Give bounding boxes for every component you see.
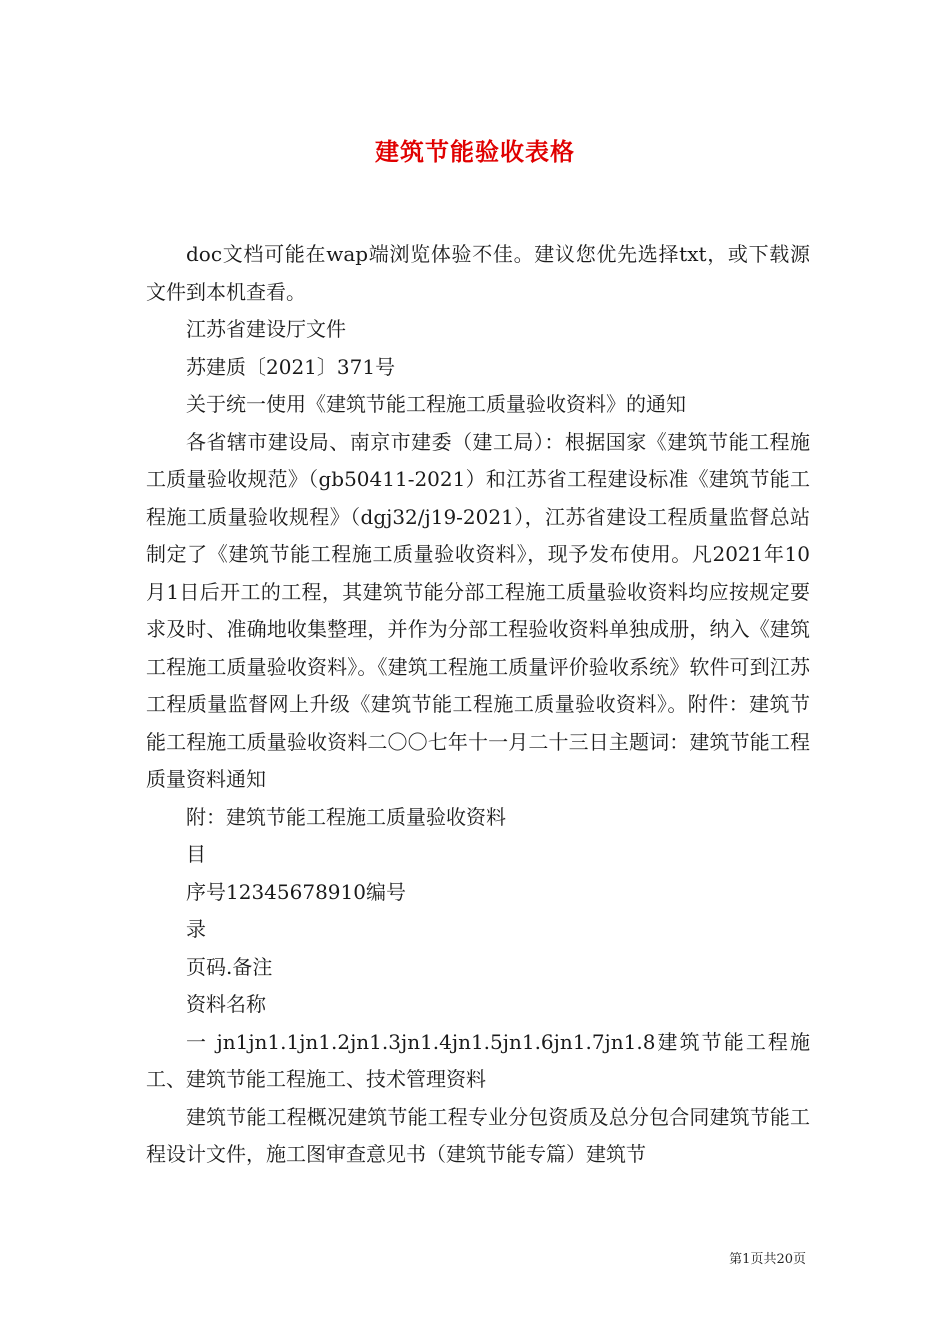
paragraph-toc-mu: 目 <box>186 842 206 866</box>
document-title: 建筑节能验收表格 <box>375 137 575 166</box>
paragraph-attachment: 附：建筑节能工程施工质量验收资料 <box>186 804 506 829</box>
paragraph-serial-numbers: 序号12345678910编号 <box>186 879 406 904</box>
paragraph-issuer: 江苏省建设厅文件 <box>186 317 346 341</box>
paragraph-main-body: 各省辖市建设局、南京市建委（建工局）：根据国家《建筑节能工程施工质量验收规范》（gb50411-2021）和江苏省工程建设标准《建筑节能工程施工质量验收规程》（dgj32/j19-2021），江苏省建设工程质量监督总站制定了《建筑节能工程施工质量验收资料》，现予发布使用。凡2021年10月1日后开工的工程，其建筑节能分部工程施工质量验收资料均应按规定要求及时、准确地收集整理，并作为分部工程验收资料单独成册，纳入《建筑工程施工质量验收资料》。《建筑工程施工质量评价验收系统》软件可到江苏工程质量监督网上升级《建筑节能工程施工质量验收资料》。附件：建筑节能工程施工质量验收资料二〇〇七年十一月二十三日主题词：建筑节能工程质量资料通知 <box>146 429 810 791</box>
paragraph-notice: doc文档可能在wap端浏览体验不佳。建议您优先选择txt，或下载源文件到本机查看。 <box>146 242 810 304</box>
paragraph-overview: 建筑节能工程概况建筑节能工程专业分包资质及总分包合同建筑节能工程设计文件，施工图审查意见书（建筑节能专篇）建筑节 <box>146 1104 810 1166</box>
paragraph-material-name: 资料名称 <box>186 992 266 1016</box>
page-number-footer: 第1页共20页 <box>729 1252 806 1267</box>
paragraph-toc-lu: 录 <box>186 917 206 941</box>
paragraph-subject: 关于统一使用《建筑节能工程施工质量验收资料》的通知 <box>186 392 686 416</box>
paragraph-page-remark: 页码.备注 <box>186 954 273 979</box>
paragraph-jn-list: 一 jn1jn1.1jn1.2jn1.3jn1.4jn1.5jn1.6jn1.7jn1.8建筑节能工程施工、建筑节能工程施工、技术管理资料 <box>146 1029 810 1091</box>
paragraph-doc-number: 苏建质〔2021〕371号 <box>186 354 396 379</box>
document-body <box>146 236 810 1174</box>
